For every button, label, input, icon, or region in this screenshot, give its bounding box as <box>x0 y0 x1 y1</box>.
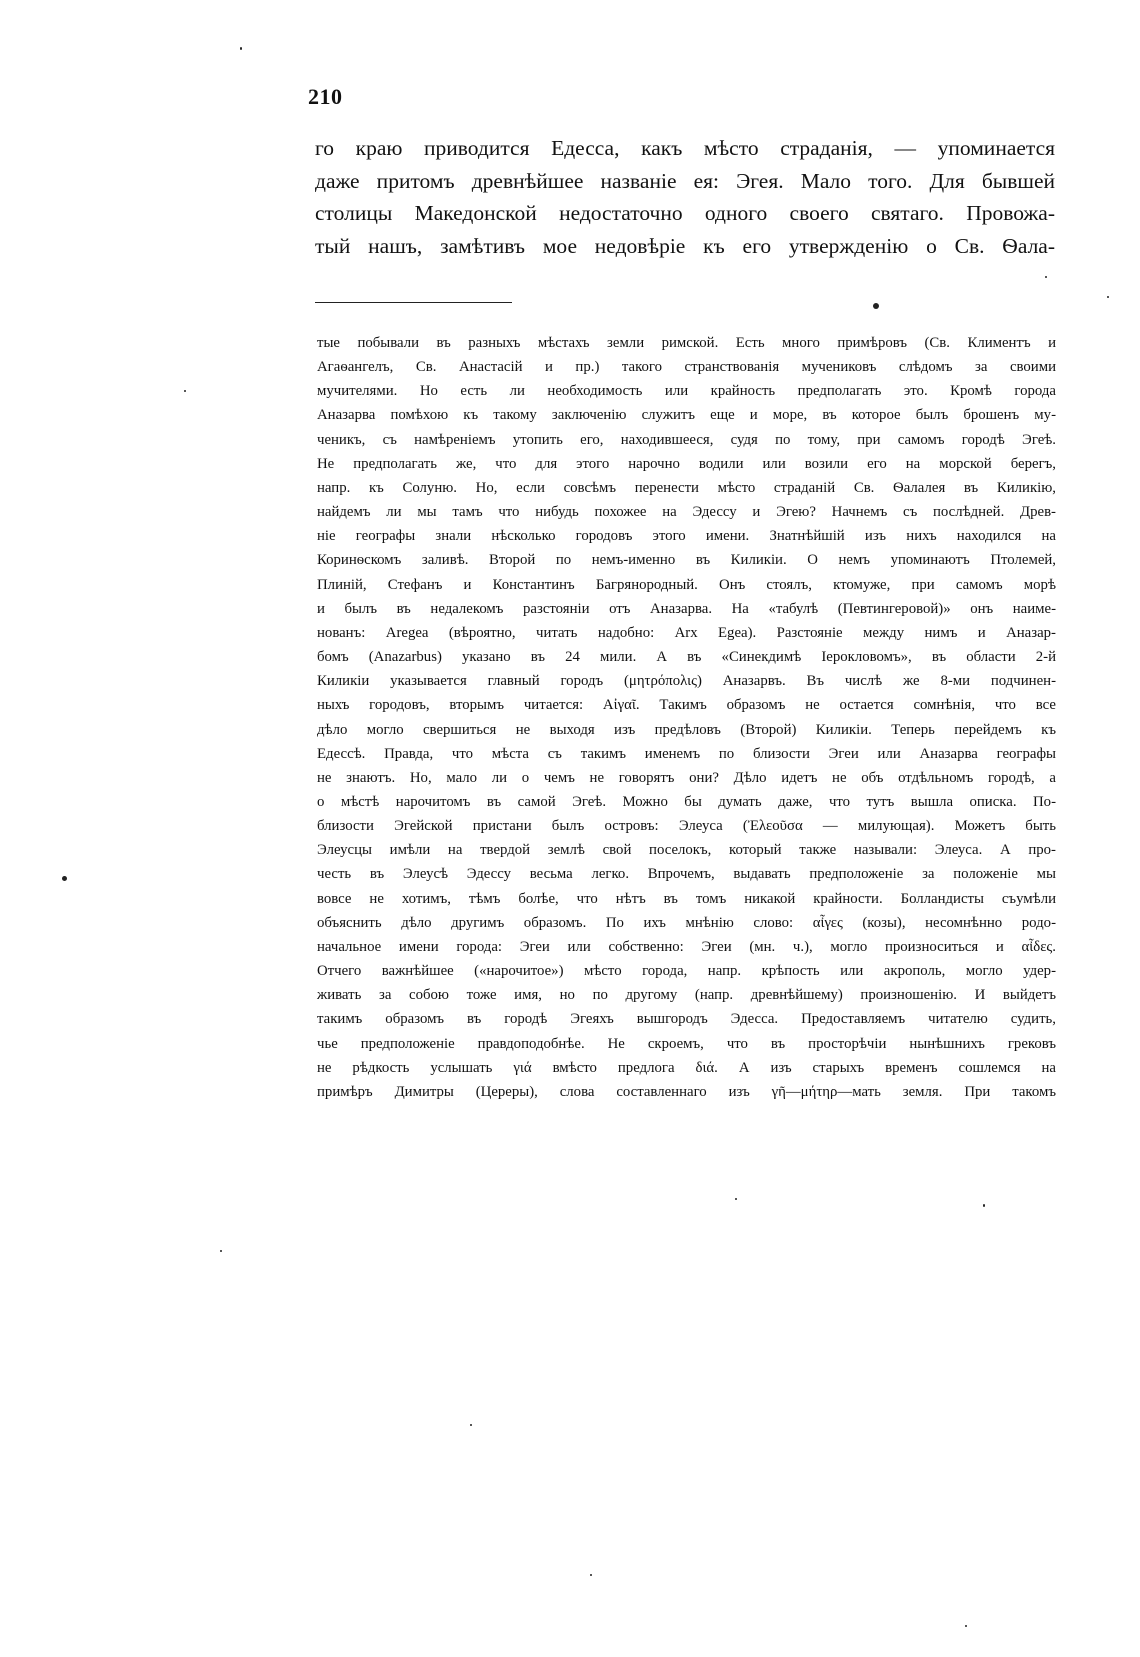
footnote-line: объяснить дѣло другимъ образомъ. По ихъ мнѣнію слово: αἶγες (козы), несомнѣнно родо- <box>317 914 1056 931</box>
footnote-line: тые побывали въ разныхъ мѣстахъ земли римской. Есть много примѣровъ (Св. Климентъ и <box>317 335 1056 351</box>
footnote-line: и былъ въ недалекомъ разстояніи отъ Аназарва. На «табулѣ (Певтингеровой)» онъ наиме- <box>317 600 1056 617</box>
footnote-line: Едессѣ. Правда, что мѣста съ такимъ именемъ по близости Эгеи или Аназарва географы <box>317 745 1056 762</box>
main-text-line: тый нашъ, замѣтивъ мое недовѣріе къ его утвержденію о Св. Ѳала- <box>315 233 1055 258</box>
footnote-line: близости Эгейской пристани былъ островъ: Элеуса (Ἐλεοῦσα — милующая). Можетъ быть <box>317 818 1056 835</box>
scan-speck <box>184 390 186 392</box>
footnote-line: такимъ образомъ въ городѣ Эгеяхъ вышгородъ Эдесса. Предоставляемъ читателю судить, <box>317 1011 1056 1028</box>
main-text <box>315 132 1055 262</box>
footnote-line: живать за собою тоже имя, но по другому (напр. древнѣйшему) произношенію. И выйдетъ <box>317 987 1056 1004</box>
main-text-line: столицы Македонской недостаточно одного своего святаго. Провожа- <box>315 201 1055 225</box>
scan-speck <box>62 876 67 881</box>
footnote-line: не знаютъ. Но, мало ли о чемъ не говорятъ они? Дѣло идетъ не объ отдѣльномъ городѣ, а <box>317 769 1056 786</box>
footnote-line: мучителями. Но есть ли необходимость или крайность предполагать это. Кромѣ города <box>317 383 1056 400</box>
main-text-line: даже притомъ древнѣйшее названіе ея: Эгея. Мало того. Для бывшей <box>315 168 1055 193</box>
scan-speck <box>873 303 879 309</box>
footnote-line: честь въ Элеусѣ Эдессу весьма легко. Впрочемъ, выдавать предположеніе за положеніе мы <box>317 866 1056 883</box>
footnote-line: Агаѳангелъ, Св. Анастасій и пр.) такого странствованія мучениковъ слѣдомъ за своими <box>317 359 1056 376</box>
footnote-line: бомъ (Anazarbus) указано въ 24 мили. А въ «Синекдимѣ Іерокловомъ», въ области 2-й <box>317 649 1056 666</box>
footnote-line: Элеусцы имѣли на твердой землѣ свой поселокъ, который также называли: Элеуса. А про- <box>317 842 1056 859</box>
footnote-line: Аназарва помѣхою къ такому заключенію служитъ еще и море, въ которое былъ брошенъ му- <box>317 407 1056 424</box>
scan-speck <box>240 47 242 50</box>
footnote-line: Плиній, Стефанъ и Константинъ Багрянородный. Онъ стоялъ, ктомуже, при самомъ морѣ <box>317 576 1056 593</box>
footnote-line: о мѣстѣ нарочитомъ въ самой Эгеѣ. Можно бы думать даже, что тутъ вышла описка. По- <box>317 793 1056 810</box>
footnote-line: нованъ: Aregea (вѣроятно, читать надобно: Arx Egea). Разстояніе между нимъ и Аназар- <box>317 624 1056 641</box>
main-text-line: го краю приводится Едесса, какъ мѣсто страданія, — упоминается <box>315 136 1055 160</box>
footnote-line: Коринѳскомъ заливѣ. Второй по немъ-именно въ Киликіи. О немъ упоминаютъ Птолемей, <box>317 552 1056 569</box>
footnote-block <box>317 331 1056 1104</box>
footnote-line: ныхъ городовъ, вторымъ читается: Αἰγαῖ. Такимъ образомъ не остается сомнѣнія, что все <box>317 697 1056 714</box>
scan-speck <box>470 1424 472 1426</box>
scan-speck <box>965 1625 967 1627</box>
scan-speck <box>983 1204 985 1207</box>
footnote-line: не рѣдкость услышать γιά вмѣсто предлога διά. А изъ старыхъ временъ сошлемся на <box>317 1059 1056 1076</box>
scan-speck <box>735 1198 737 1200</box>
footnote-line: ніе географы знали нѣсколько городовъ этого имени. Знатнѣйшій изъ нихъ находился на <box>317 528 1056 545</box>
footnote-line: вовсе не хотимъ, тѣмъ болѣе, что нѣтъ въ томъ никакой крайности. Болландисты съумѣли <box>317 890 1056 907</box>
footnote-line: дѣло могло свершиться не выходя изъ предѣловъ (Второй) Киликіи. Теперь перейдемъ къ <box>317 721 1056 738</box>
footnote-line: Киликіи указывается главный городъ (μητρόπολις) Аназарвъ. Въ числѣ же 8-ми подчинен- <box>317 673 1056 690</box>
footnote-line: примѣръ Димитры (Цереры), слова составленнаго изъ γῆ—μήτηρ—мать земля. При такомъ <box>317 1083 1056 1100</box>
scan-speck <box>1107 296 1109 298</box>
scan-speck <box>590 1574 592 1576</box>
scan-speck <box>220 1250 222 1252</box>
footnote-line: ченикъ, съ намѣреніемъ утопить его, находившееся, судя по тому, при самомъ городѣ Эгеѣ. <box>317 431 1056 448</box>
footnote-line: найдемъ ли мы тамъ что нибудь похожее на Эдессу и Эгею? Начнемъ съ послѣдней. Древ- <box>317 504 1056 521</box>
footnote-line: Не предполагать же, что для этого нарочно водили или возили его на морской берегъ, <box>317 455 1056 472</box>
footnote-line: чье предположеніе правдоподобнѣе. Не скроемъ, что въ просторѣчіи нынѣшнихъ грековъ <box>317 1035 1056 1052</box>
footnote-separator-rule <box>315 302 512 303</box>
footnote-line: начальное имени города: Эгеи или собственно: Эгеи (мн. ч.), могло произноситься и αἶδες. <box>317 938 1056 955</box>
scan-speck <box>1045 276 1047 278</box>
footnote-line: напр. къ Солуню. Но, если совсѣмъ перенести мѣсто страданій Св. Ѳалалея въ Киликію, <box>317 479 1056 496</box>
page-number: 210 <box>308 84 343 109</box>
footnote-line: Отчего важнѣйшее («нарочитое») мѣсто города, напр. крѣпость или акрополь, могло удер- <box>317 963 1056 980</box>
